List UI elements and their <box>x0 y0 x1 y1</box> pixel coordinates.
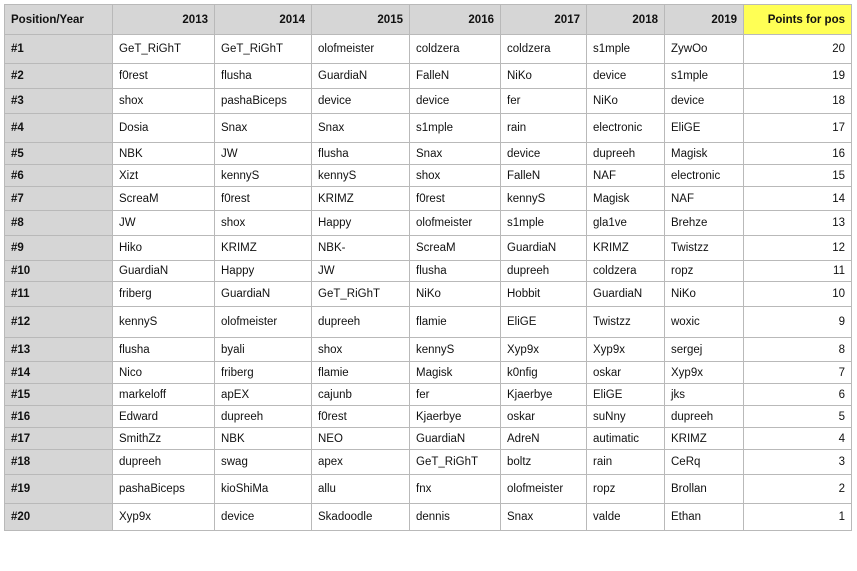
header-cell-2016[interactable]: 2016 <box>410 5 501 35</box>
player-cell-2018[interactable]: gla1ve <box>587 211 665 236</box>
points-cell[interactable]: 16 <box>744 143 852 165</box>
player-cell-2015[interactable]: NEO <box>312 428 410 450</box>
player-cell-2013[interactable]: Nico <box>113 362 215 384</box>
player-cell-2015[interactable]: Skadoodle <box>312 504 410 531</box>
player-cell-2016[interactable]: Snax <box>410 143 501 165</box>
player-cell-2016[interactable]: device <box>410 89 501 114</box>
header-row <box>5 5 852 35</box>
player-cell-2013[interactable]: ScreaM <box>113 187 215 211</box>
player-cell-2019[interactable]: woxic <box>665 307 744 338</box>
points-cell[interactable]: 20 <box>744 35 852 64</box>
player-cell-2016[interactable]: olofmeister <box>410 211 501 236</box>
table-row <box>5 504 852 531</box>
position-cell[interactable]: #18 <box>5 450 113 475</box>
player-cell-2019[interactable]: jks <box>665 384 744 406</box>
player-cell-2018[interactable]: device <box>587 64 665 89</box>
player-cell-2019[interactable]: electronic <box>665 165 744 187</box>
table-row <box>5 211 852 236</box>
player-cell-2014[interactable]: kennyS <box>215 165 312 187</box>
player-cell-2016[interactable]: shox <box>410 165 501 187</box>
player-cell-2016[interactable]: fnx <box>410 475 501 504</box>
player-cell-2019[interactable]: NiKo <box>665 282 744 307</box>
player-cell-2014[interactable]: swag <box>215 450 312 475</box>
table-row <box>5 406 852 428</box>
position-cell[interactable]: #4 <box>5 114 113 143</box>
player-cell-2014[interactable]: apEX <box>215 384 312 406</box>
player-cell-2013[interactable]: markeloff <box>113 384 215 406</box>
spreadsheet <box>4 4 852 531</box>
player-cell-2019[interactable]: NAF <box>665 187 744 211</box>
position-cell[interactable]: #19 <box>5 475 113 504</box>
player-cell-2013[interactable]: Dosia <box>113 114 215 143</box>
points-cell[interactable]: 12 <box>744 236 852 261</box>
player-cell-2014[interactable]: shox <box>215 211 312 236</box>
player-cell-2017[interactable]: GuardiaN <box>501 236 587 261</box>
player-cell-2019[interactable]: dupreeh <box>665 406 744 428</box>
player-cell-2018[interactable]: ropz <box>587 475 665 504</box>
player-cell-2016[interactable]: dennis <box>410 504 501 531</box>
points-cell[interactable]: 5 <box>744 406 852 428</box>
player-cell-2017[interactable]: rain <box>501 114 587 143</box>
player-cell-2013[interactable]: flusha <box>113 338 215 362</box>
player-cell-2018[interactable]: coldzera <box>587 261 665 282</box>
player-cell-2019[interactable]: KRIMZ <box>665 428 744 450</box>
player-cell-2019[interactable]: EliGE <box>665 114 744 143</box>
points-cell[interactable]: 13 <box>744 211 852 236</box>
header-cell-2015[interactable]: 2015 <box>312 5 410 35</box>
position-cell[interactable]: #14 <box>5 362 113 384</box>
position-cell[interactable]: #1 <box>5 35 113 64</box>
player-cell-2015[interactable]: dupreeh <box>312 307 410 338</box>
player-cell-2013[interactable]: GuardiaN <box>113 261 215 282</box>
player-cell-2016[interactable]: flamie <box>410 307 501 338</box>
player-cell-2014[interactable]: KRIMZ <box>215 236 312 261</box>
player-cell-2017[interactable]: EliGE <box>501 307 587 338</box>
player-cell-2016[interactable]: GuardiaN <box>410 428 501 450</box>
position-cell[interactable]: #15 <box>5 384 113 406</box>
table-row <box>5 307 852 338</box>
player-cell-2018[interactable]: EliGE <box>587 384 665 406</box>
header-cell-2014[interactable]: 2014 <box>215 5 312 35</box>
player-cell-2019[interactable]: CeRq <box>665 450 744 475</box>
player-cell-2018[interactable]: Twistzz <box>587 307 665 338</box>
table-row <box>5 143 852 165</box>
table-row <box>5 428 852 450</box>
player-cell-2019[interactable]: Twistzz <box>665 236 744 261</box>
player-cell-2017[interactable]: NiKo <box>501 64 587 89</box>
header-cell-2018[interactable]: 2018 <box>587 5 665 35</box>
position-cell[interactable]: #12 <box>5 307 113 338</box>
points-cell[interactable]: 3 <box>744 450 852 475</box>
player-cell-2016[interactable]: ScreaM <box>410 236 501 261</box>
player-cell-2017[interactable]: kennyS <box>501 187 587 211</box>
points-cell[interactable]: 8 <box>744 338 852 362</box>
player-cell-2016[interactable]: kennyS <box>410 338 501 362</box>
points-cell[interactable]: 14 <box>744 187 852 211</box>
player-cell-2014[interactable]: f0rest <box>215 187 312 211</box>
position-cell[interactable]: #9 <box>5 236 113 261</box>
position-cell[interactable]: #13 <box>5 338 113 362</box>
player-cell-2013[interactable]: f0rest <box>113 64 215 89</box>
player-cell-2015[interactable]: shox <box>312 338 410 362</box>
player-cell-2018[interactable]: rain <box>587 450 665 475</box>
player-cell-2013[interactable]: Edward <box>113 406 215 428</box>
player-cell-2015[interactable]: GeT_RiGhT <box>312 282 410 307</box>
player-cell-2018[interactable]: electronic <box>587 114 665 143</box>
player-cell-2013[interactable]: GeT_RiGhT <box>113 35 215 64</box>
player-cell-2014[interactable]: GeT_RiGhT <box>215 35 312 64</box>
player-cell-2015[interactable]: JW <box>312 261 410 282</box>
player-cell-2014[interactable]: friberg <box>215 362 312 384</box>
player-cell-2014[interactable]: JW <box>215 143 312 165</box>
points-cell[interactable]: 18 <box>744 89 852 114</box>
position-cell[interactable]: #10 <box>5 261 113 282</box>
player-cell-2018[interactable]: suNny <box>587 406 665 428</box>
position-cell[interactable]: #17 <box>5 428 113 450</box>
player-cell-2015[interactable]: Snax <box>312 114 410 143</box>
table-row <box>5 338 852 362</box>
header-cell-2013[interactable]: 2013 <box>113 5 215 35</box>
player-cell-2014[interactable]: kioShiMa <box>215 475 312 504</box>
player-cell-2015[interactable]: NBK- <box>312 236 410 261</box>
table-row <box>5 282 852 307</box>
header-cell-2019[interactable]: 2019 <box>665 5 744 35</box>
player-cell-2015[interactable]: olofmeister <box>312 35 410 64</box>
player-cell-2016[interactable]: FalleN <box>410 64 501 89</box>
table-row <box>5 261 852 282</box>
player-cell-2019[interactable]: ZywOo <box>665 35 744 64</box>
player-cell-2017[interactable]: AdreN <box>501 428 587 450</box>
points-cell[interactable]: 6 <box>744 384 852 406</box>
position-cell[interactable]: #20 <box>5 504 113 531</box>
table-row <box>5 64 852 89</box>
player-cell-2017[interactable]: olofmeister <box>501 475 587 504</box>
table-row <box>5 362 852 384</box>
player-cell-2015[interactable]: flusha <box>312 143 410 165</box>
player-cell-2013[interactable]: kennyS <box>113 307 215 338</box>
player-cell-2017[interactable]: Hobbit <box>501 282 587 307</box>
header-cell-2017[interactable]: 2017 <box>501 5 587 35</box>
player-cell-2016[interactable]: GeT_RiGhT <box>410 450 501 475</box>
player-cell-2013[interactable]: SmithZz <box>113 428 215 450</box>
player-cell-2015[interactable]: cajunb <box>312 384 410 406</box>
player-cell-2015[interactable]: f0rest <box>312 406 410 428</box>
points-cell[interactable]: 9 <box>744 307 852 338</box>
table-row <box>5 475 852 504</box>
player-cell-2014[interactable]: dupreeh <box>215 406 312 428</box>
table-row <box>5 165 852 187</box>
points-cell[interactable]: 19 <box>744 64 852 89</box>
header-cell-position-year[interactable]: Position/Year <box>5 5 113 35</box>
player-cell-2016[interactable]: NiKo <box>410 282 501 307</box>
player-cell-2019[interactable]: Xyp9x <box>665 362 744 384</box>
player-cell-2018[interactable]: s1mple <box>587 35 665 64</box>
player-cell-2019[interactable]: device <box>665 89 744 114</box>
rankings-table <box>4 4 852 531</box>
player-cell-2019[interactable]: Magisk <box>665 143 744 165</box>
player-cell-2018[interactable]: oskar <box>587 362 665 384</box>
player-cell-2017[interactable]: dupreeh <box>501 261 587 282</box>
player-cell-2017[interactable]: device <box>501 143 587 165</box>
table-row <box>5 114 852 143</box>
player-cell-2014[interactable]: flusha <box>215 64 312 89</box>
player-cell-2017[interactable]: oskar <box>501 406 587 428</box>
player-cell-2013[interactable]: JW <box>113 211 215 236</box>
player-cell-2017[interactable]: fer <box>501 89 587 114</box>
points-cell[interactable]: 4 <box>744 428 852 450</box>
player-cell-2016[interactable]: flusha <box>410 261 501 282</box>
position-cell[interactable]: #7 <box>5 187 113 211</box>
player-cell-2018[interactable]: NiKo <box>587 89 665 114</box>
player-cell-2017[interactable]: coldzera <box>501 35 587 64</box>
player-cell-2019[interactable]: s1mple <box>665 64 744 89</box>
player-cell-2018[interactable]: Xyp9x <box>587 338 665 362</box>
points-cell[interactable]: 7 <box>744 362 852 384</box>
table-row <box>5 236 852 261</box>
player-cell-2019[interactable]: ropz <box>665 261 744 282</box>
player-cell-2016[interactable]: f0rest <box>410 187 501 211</box>
player-cell-2014[interactable]: pashaBiceps <box>215 89 312 114</box>
player-cell-2019[interactable]: Ethan <box>665 504 744 531</box>
player-cell-2014[interactable]: device <box>215 504 312 531</box>
player-cell-2015[interactable]: device <box>312 89 410 114</box>
position-cell[interactable]: #8 <box>5 211 113 236</box>
player-cell-2013[interactable]: friberg <box>113 282 215 307</box>
player-cell-2019[interactable]: Brollan <box>665 475 744 504</box>
player-cell-2018[interactable]: autimatic <box>587 428 665 450</box>
table-row <box>5 450 852 475</box>
player-cell-2017[interactable]: Snax <box>501 504 587 531</box>
player-cell-2014[interactable]: Happy <box>215 261 312 282</box>
points-cell[interactable]: 1 <box>744 504 852 531</box>
player-cell-2013[interactable]: NBK <box>113 143 215 165</box>
player-cell-2017[interactable]: Xyp9x <box>501 338 587 362</box>
points-cell[interactable]: 15 <box>744 165 852 187</box>
player-cell-2017[interactable]: boltz <box>501 450 587 475</box>
player-cell-2017[interactable]: Kjaerbye <box>501 384 587 406</box>
position-cell[interactable]: #3 <box>5 89 113 114</box>
player-cell-2014[interactable]: Snax <box>215 114 312 143</box>
table-header <box>5 5 852 35</box>
points-cell[interactable]: 17 <box>744 114 852 143</box>
position-cell[interactable]: #5 <box>5 143 113 165</box>
player-cell-2015[interactable]: Happy <box>312 211 410 236</box>
player-cell-2019[interactable]: Brehze <box>665 211 744 236</box>
player-cell-2015[interactable]: KRIMZ <box>312 187 410 211</box>
player-cell-2016[interactable]: s1mple <box>410 114 501 143</box>
player-cell-2014[interactable]: GuardiaN <box>215 282 312 307</box>
header-cell-points[interactable]: Points for pos <box>744 5 852 35</box>
position-cell[interactable]: #11 <box>5 282 113 307</box>
position-cell[interactable]: #2 <box>5 64 113 89</box>
player-cell-2015[interactable]: flamie <box>312 362 410 384</box>
player-cell-2019[interactable]: sergej <box>665 338 744 362</box>
player-cell-2014[interactable]: olofmeister <box>215 307 312 338</box>
player-cell-2013[interactable]: Hiko <box>113 236 215 261</box>
player-cell-2014[interactable]: byali <box>215 338 312 362</box>
player-cell-2017[interactable]: s1mple <box>501 211 587 236</box>
table-row <box>5 384 852 406</box>
player-cell-2016[interactable]: coldzera <box>410 35 501 64</box>
table-body <box>5 35 852 531</box>
player-cell-2013[interactable]: shox <box>113 89 215 114</box>
player-cell-2013[interactable]: dupreeh <box>113 450 215 475</box>
position-cell[interactable]: #16 <box>5 406 113 428</box>
points-cell[interactable]: 11 <box>744 261 852 282</box>
player-cell-2018[interactable]: dupreeh <box>587 143 665 165</box>
player-cell-2015[interactable]: allu <box>312 475 410 504</box>
position-cell[interactable]: #6 <box>5 165 113 187</box>
player-cell-2018[interactable]: NAF <box>587 165 665 187</box>
player-cell-2015[interactable]: apex <box>312 450 410 475</box>
table-row <box>5 89 852 114</box>
player-cell-2016[interactable]: Kjaerbye <box>410 406 501 428</box>
player-cell-2015[interactable]: GuardiaN <box>312 64 410 89</box>
player-cell-2018[interactable]: Magisk <box>587 187 665 211</box>
player-cell-2015[interactable]: kennyS <box>312 165 410 187</box>
points-cell[interactable]: 10 <box>744 282 852 307</box>
table-row <box>5 35 852 64</box>
player-cell-2018[interactable]: valde <box>587 504 665 531</box>
player-cell-2018[interactable]: GuardiaN <box>587 282 665 307</box>
player-cell-2017[interactable]: k0nfig <box>501 362 587 384</box>
player-cell-2016[interactable]: Magisk <box>410 362 501 384</box>
points-cell[interactable]: 2 <box>744 475 852 504</box>
player-cell-2016[interactable]: fer <box>410 384 501 406</box>
player-cell-2018[interactable]: KRIMZ <box>587 236 665 261</box>
table-row <box>5 187 852 211</box>
player-cell-2013[interactable]: pashaBiceps <box>113 475 215 504</box>
player-cell-2013[interactable]: Xizt <box>113 165 215 187</box>
player-cell-2017[interactable]: FalleN <box>501 165 587 187</box>
player-cell-2014[interactable]: NBK <box>215 428 312 450</box>
player-cell-2013[interactable]: Xyp9x <box>113 504 215 531</box>
